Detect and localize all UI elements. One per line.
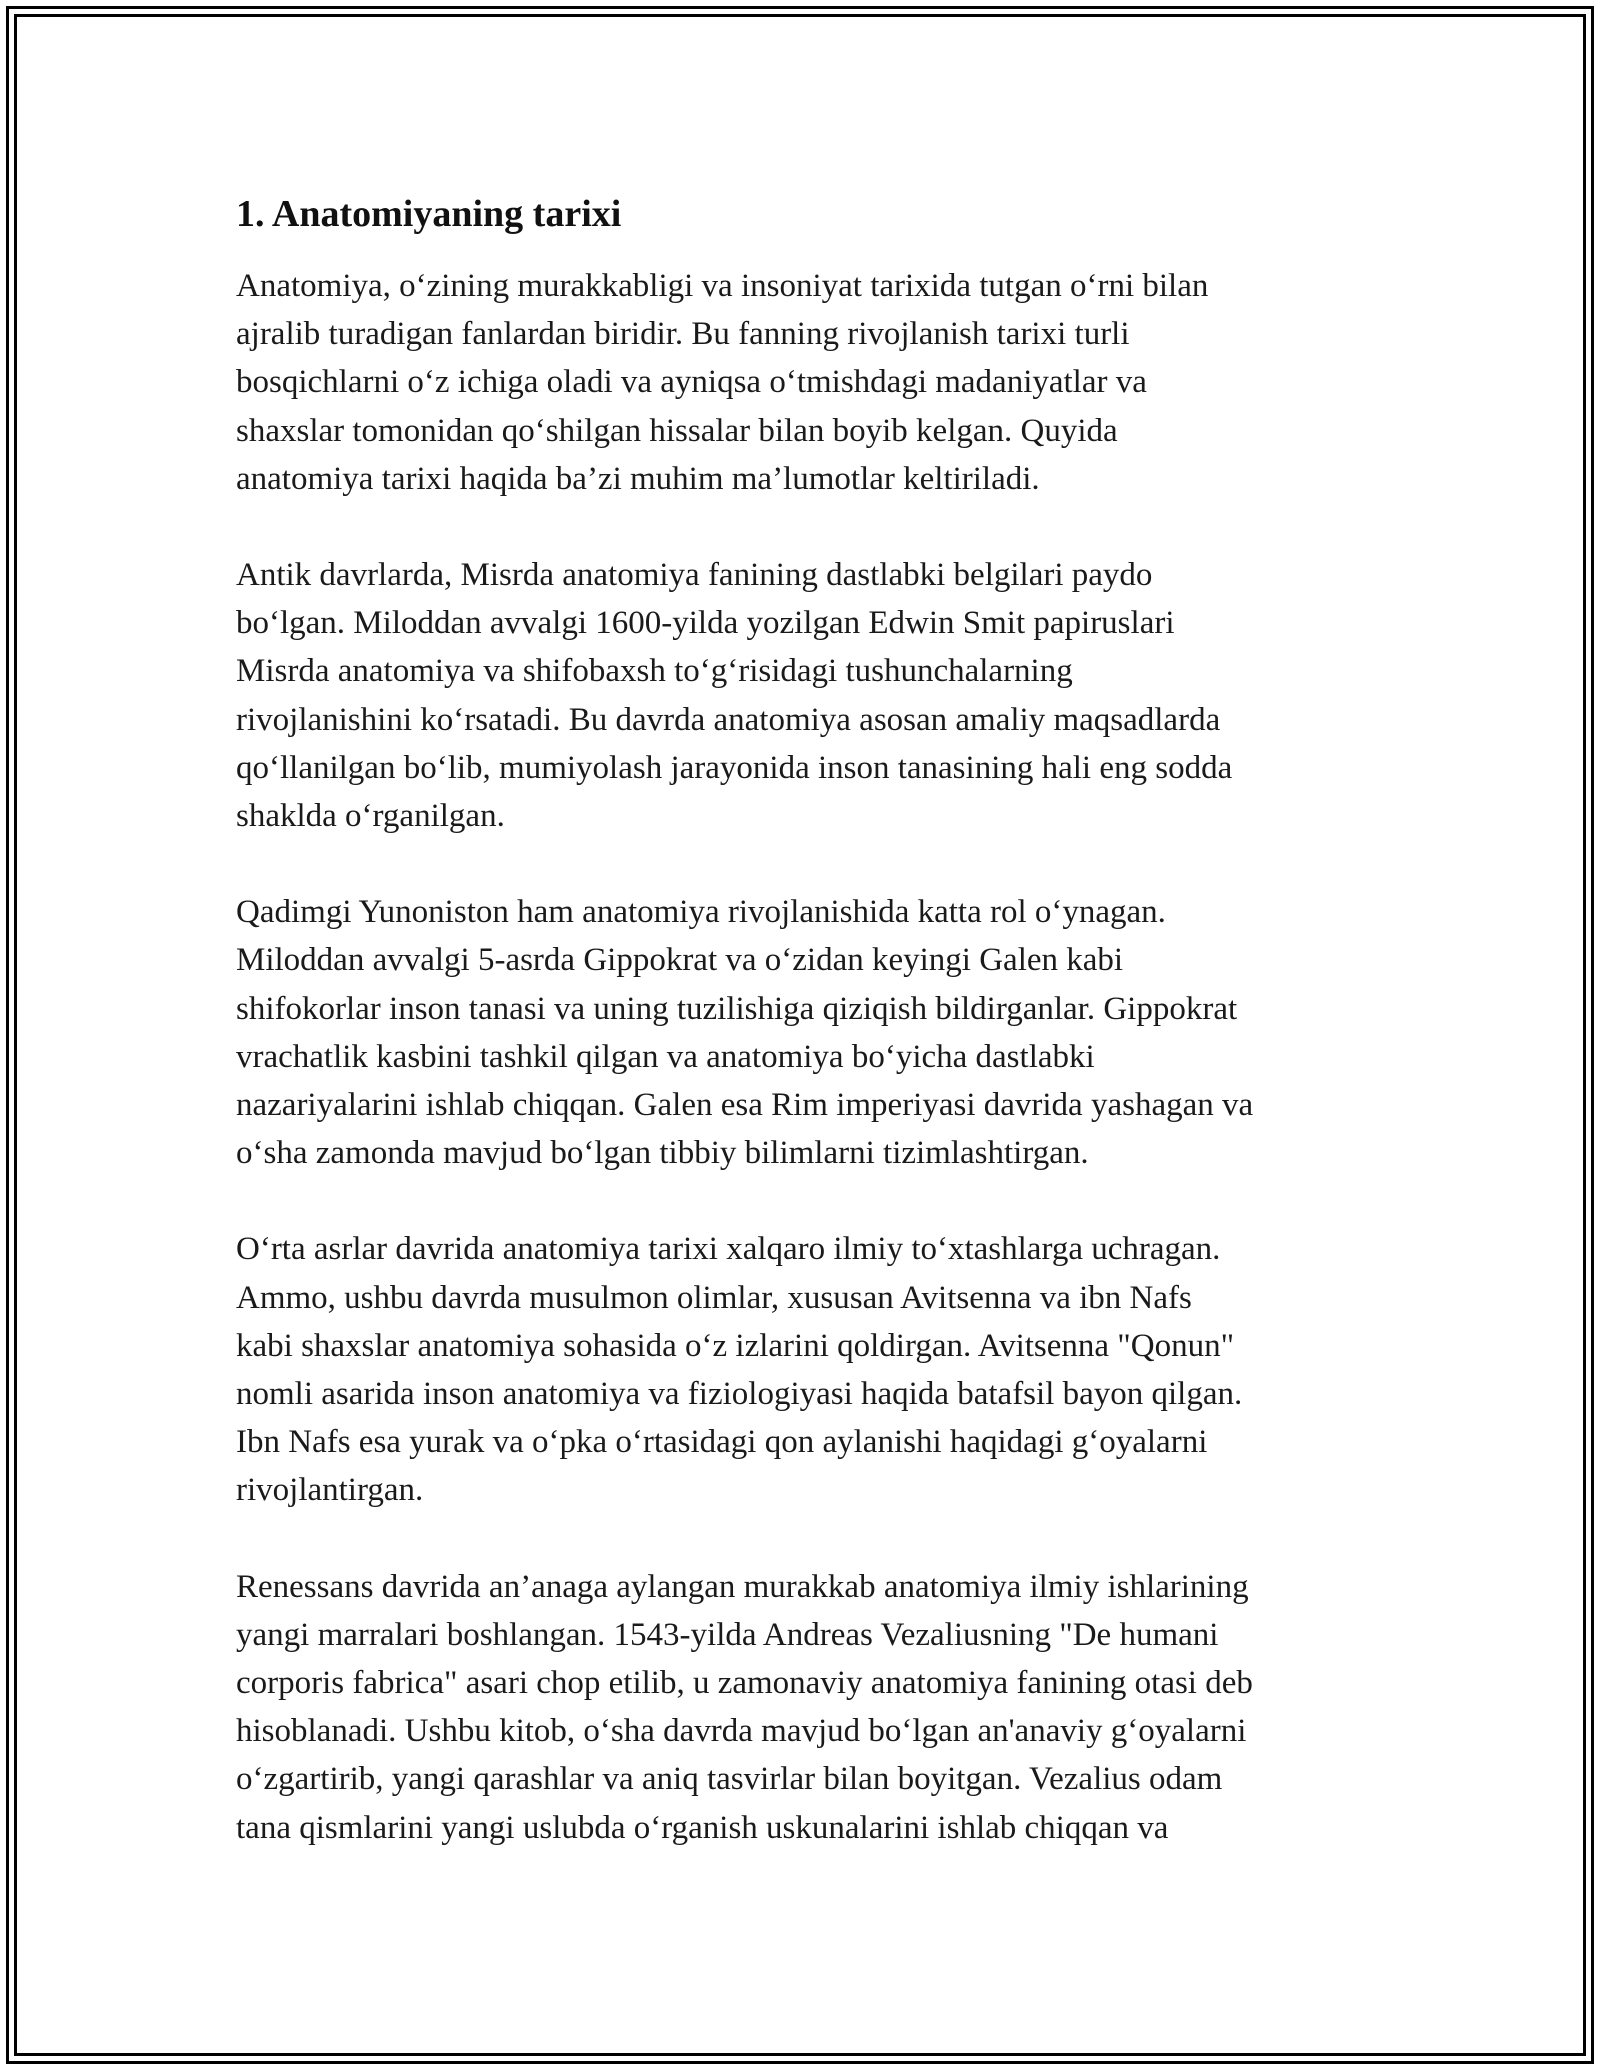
paragraph-line: nazariyalarini ishlab chiqqan. Galen esa Rim imperiyasi davrida yashagan va: [236, 1087, 1254, 1124]
section-heading: 1. Anatomiyaning tarixi: [236, 193, 622, 235]
paragraph-line: shaklda o‘rganilgan.: [236, 798, 505, 835]
paragraph-line: Anatomiya, o‘zining murakkabligi va insoniyat tarixida tutgan o‘rni bilan: [236, 268, 1209, 304]
paragraph-line: shifokorlar inson tanasi va uning tuzilishiga qiziqish bildirganlar. Gippokrat: [236, 990, 1238, 1027]
document-body: [236, 188, 1376, 1900]
paragraph-line: tana qismlarini yangi uslubda o‘rganish uskunalarini ishlab chiqqan va: [236, 1809, 1169, 1846]
paragraph-line: kabi shaxslar anatomiya sohasida o‘z izlarini qoldirgan. Avitsenna "Qonun": [236, 1327, 1235, 1364]
paragraph-line: anatomiya tarixi haqida ba’zi muhim ma’lumotlar keltiriladi.: [236, 460, 1040, 497]
paragraph-line: qo‘llanilgan bo‘lib, mumiyolash jarayonida inson tanasining hali eng sodda: [236, 749, 1233, 786]
paragraph-line: rivojlanishini ko‘rsatadi. Bu davrda anatomiya asosan amaliy maqsadlarda: [236, 701, 1221, 738]
paragraph-line: Misrda anatomiya va shifobaxsh to‘g‘risidagi tushunchalarning: [236, 653, 1073, 690]
paragraph-line: Antik davrlarda, Misrda anatomiya fanining dastlabki belgilari paydo: [236, 557, 1153, 594]
paragraph-ancient-greece: [236, 888, 1376, 1177]
paragraph-middle-ages: [236, 1225, 1376, 1514]
paragraph-renaissance: [236, 1563, 1376, 1852]
paragraph-line: rivojlantirgan.: [236, 1472, 424, 1509]
paragraph-line: vrachatlik kasbini tashkil qilgan va anatomiya bo‘yicha dastlabki: [236, 1038, 1095, 1075]
paragraph-line: shaxslar tomonidan qo‘shilgan hissalar bilan boyib kelgan. Quyida: [236, 412, 1118, 449]
paragraph-line: hisoblanadi. Ushbu kitob, o‘sha davrda mavjud bo‘lgan an'anaviy g‘oyalarni: [236, 1713, 1247, 1750]
paragraph-line: Miloddan avvalgi 5-asrda Gippokrat va o‘zidan keyingi Galen kabi: [236, 942, 1124, 979]
paragraph-line: o‘sha zamonda mavjud bo‘lgan tibbiy bilimlarni tizimlashtirgan.: [236, 1135, 1089, 1172]
paragraph-line: corporis fabrica" asari chop etilib, u zamonaviy anatomiya fanining otasi deb: [236, 1665, 1253, 1702]
paragraph-ancient-egypt: [236, 551, 1376, 840]
paragraph-line: yangi marralari boshlangan. 1543-yilda Andreas Vezaliusning "De humani: [236, 1616, 1219, 1653]
paragraph-line: bosqichlarni o‘z ichiga oladi va ayniqsa o‘tmishdagi madaniyatlar va: [236, 364, 1147, 401]
paragraph-line: nomli asarida inson anatomiya va fiziologiyasi haqida batafsil bayon qilgan.: [236, 1376, 1243, 1413]
paragraph-line: Qadimgi Yunoniston ham anatomiya rivojlanishida katta rol o‘ynagan.: [236, 894, 1166, 931]
paragraph-line: bo‘lgan. Miloddan avvalgi 1600-yilda yozilgan Edwin Smit papiruslari: [236, 605, 1175, 642]
paragraph-line: ajralib turadigan fanlardan biridir. Bu fanning rivojlanish tarixi turli: [236, 316, 1130, 353]
paragraph-line: O‘rta asrlar davrida anatomiya tarixi xalqaro ilmiy to‘xtashlarga uchragan.: [236, 1231, 1221, 1268]
paragraph-line: Renessans davrida an’anaga aylangan murakkab anatomiya ilmiy ishlarining: [236, 1568, 1249, 1605]
paragraph-line: Ibn Nafs esa yurak va o‘pka o‘rtasidagi qon aylanishi haqidagi g‘oyalarni: [236, 1424, 1208, 1461]
paragraph-line: Ammo, ushbu davrda musulmon olimlar, xususan Avitsenna va ibn Nafs: [236, 1279, 1192, 1316]
paragraph-intro: [236, 262, 1376, 503]
paragraph-line: o‘zgartirib, yangi qarashlar va aniq tasvirlar bilan boyitgan. Vezalius odam: [236, 1761, 1223, 1798]
